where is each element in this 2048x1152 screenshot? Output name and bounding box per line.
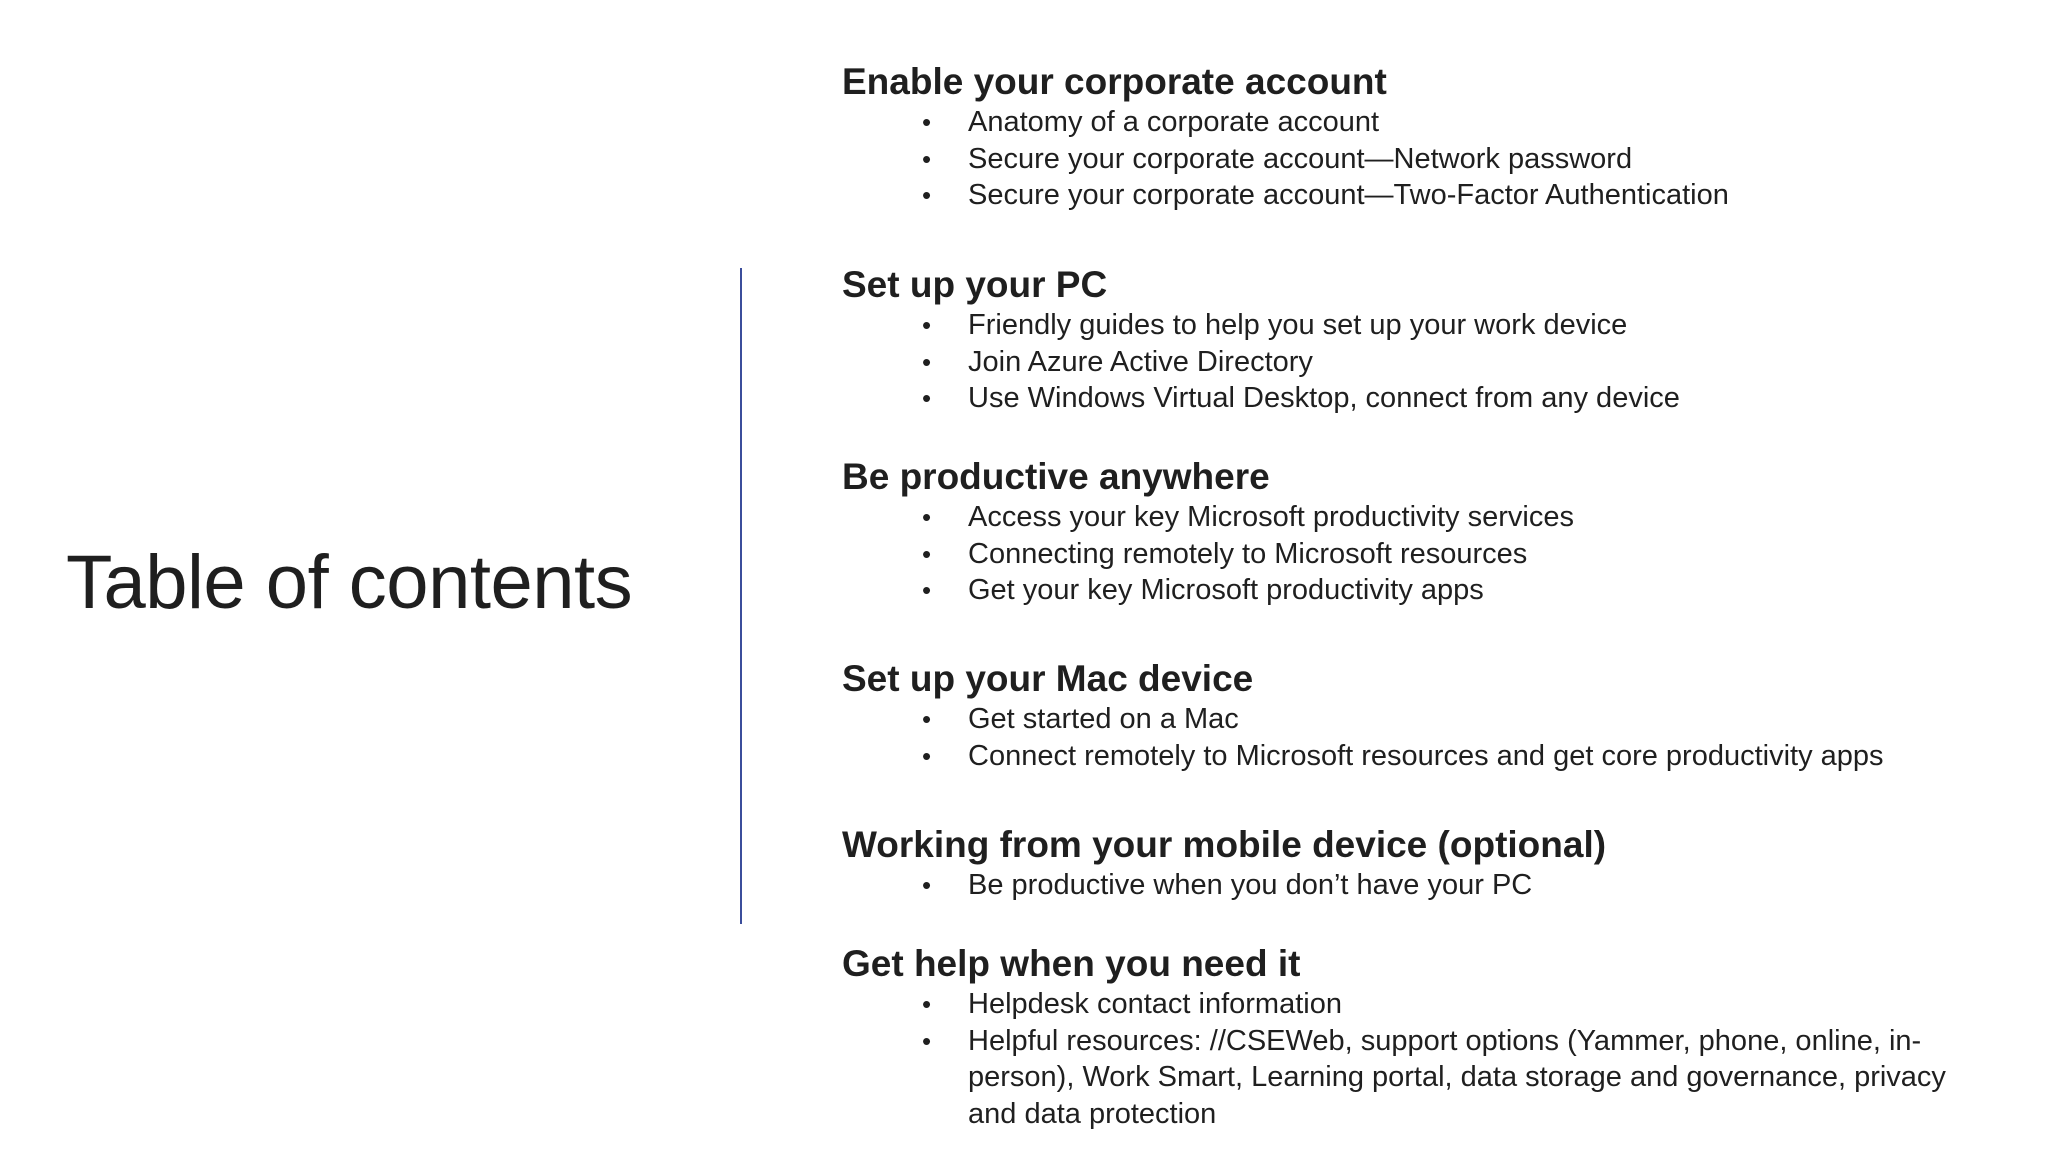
vertical-divider	[740, 268, 742, 924]
list-item	[842, 738, 2002, 775]
list-item	[842, 986, 2002, 1023]
bullet-icon: •	[922, 502, 932, 532]
bullet-icon: •	[922, 180, 932, 210]
list-item-text: Use Windows Virtual Desktop, connect from any device	[968, 382, 1680, 414]
bullet-icon: •	[922, 143, 932, 174]
section-items	[842, 499, 2002, 609]
section-set-up-pc	[842, 263, 2002, 417]
list-item	[842, 536, 2002, 573]
section-heading: Working from your mobile device (optional)	[842, 824, 1607, 865]
list-item	[842, 701, 2002, 738]
section-heading: Set up your Mac device	[842, 658, 1254, 699]
list-item-text: Secure your corporate account—Network password	[968, 142, 1633, 175]
list-item-text: Helpful resources: //CSEWeb, support options (Yammer, phone, online, in-person), Work Smart, Learning portal, data storage and governance, privacy and data protection	[968, 1024, 1946, 1130]
section-be-productive-anywhere	[842, 455, 2002, 609]
section-heading: Enable your corporate account	[842, 61, 1387, 102]
section-items	[842, 867, 2002, 904]
section-enable-corporate-account	[842, 60, 2002, 214]
bullet-icon: •	[922, 310, 932, 340]
list-item	[842, 104, 2002, 141]
list-item-text: Get started on a Mac	[968, 703, 1239, 735]
list-item-text: Access your key Microsoft productivity services	[968, 501, 1574, 533]
list-item-text: Friendly guides to help you set up your work device	[968, 309, 1628, 341]
section-items	[842, 986, 2002, 1132]
section-items	[842, 104, 2002, 214]
list-item-text: Be productive when you don’t have your PC	[968, 869, 1533, 901]
list-item	[842, 380, 2002, 417]
bullet-icon: •	[922, 989, 932, 1019]
bullet-icon: •	[922, 704, 932, 734]
list-item	[842, 344, 2002, 381]
list-item-text: Join Azure Active Directory	[968, 345, 1313, 378]
list-item-text: Anatomy of a corporate account	[968, 106, 1380, 138]
section-mobile-device	[842, 823, 2002, 904]
list-item-text: Get your key Microsoft productivity apps	[968, 574, 1484, 606]
list-item	[842, 307, 2002, 344]
list-item-text: Connecting remotely to Microsoft resources	[968, 537, 1528, 570]
section-items	[842, 307, 2002, 417]
section-set-up-mac	[842, 657, 2002, 774]
list-item-text: Helpdesk contact information	[968, 988, 1342, 1020]
slide-title: Table of contents	[66, 540, 633, 625]
list-item	[842, 1023, 2002, 1133]
list-item	[842, 499, 2002, 536]
section-items	[842, 701, 2002, 774]
section-heading: Be productive anywhere	[842, 456, 1270, 497]
section-heading: Get help when you need it	[842, 943, 1301, 984]
bullet-icon: •	[922, 1025, 932, 1056]
bullet-icon: •	[922, 740, 932, 771]
bullet-icon: •	[922, 383, 932, 413]
bullet-icon: •	[922, 538, 932, 569]
bullet-icon: •	[922, 346, 932, 377]
bullet-icon: •	[922, 575, 932, 605]
list-item	[842, 572, 2002, 609]
list-item-text: Connect remotely to Microsoft resources and get core productivity apps	[968, 739, 1884, 772]
list-item-text: Secure your corporate account—Two-Factor Authentication	[968, 179, 1729, 211]
list-item	[842, 867, 2002, 904]
bullet-icon: •	[922, 870, 932, 900]
bullet-icon: •	[922, 107, 932, 137]
section-heading: Set up your PC	[842, 264, 1108, 305]
list-item	[842, 141, 2002, 178]
section-get-help	[842, 942, 2002, 1132]
list-item	[842, 177, 2002, 214]
